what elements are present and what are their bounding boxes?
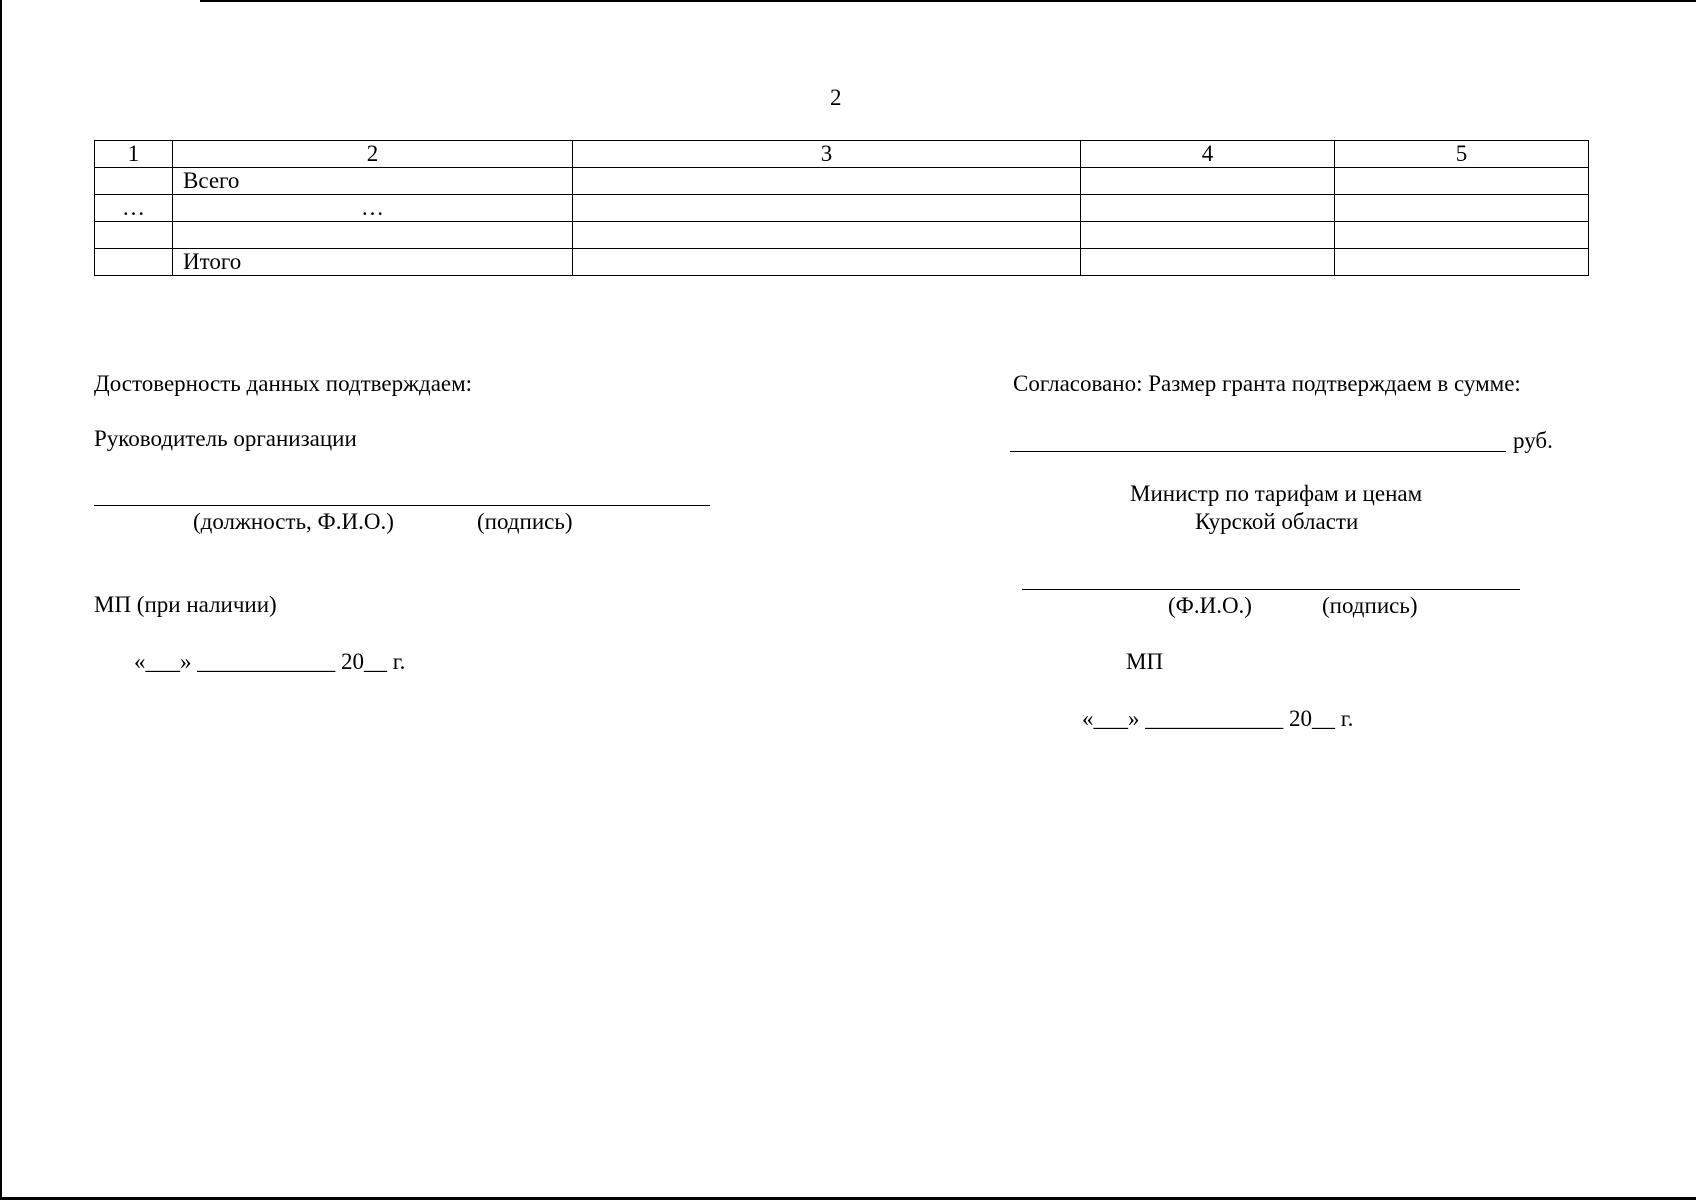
page-top-edge: [200, 0, 1696, 2]
table-cell: [573, 168, 1081, 195]
grant-amount-line: [1010, 451, 1506, 452]
table-header-cell: 3: [573, 141, 1081, 168]
table-row: [95, 195, 1589, 222]
table-cell: [1081, 249, 1335, 276]
table-cell: [1335, 249, 1589, 276]
minister-title-line1: Министр по тарифам и ценам: [1130, 481, 1423, 506]
head-signature-line: [94, 505, 710, 506]
table-header-cell: 1: [95, 141, 173, 168]
stamp-label-left: МП (при наличии): [94, 592, 277, 617]
table-cell: [1081, 222, 1335, 249]
table-header-cell: 5: [1335, 141, 1589, 168]
table-cell: [573, 222, 1081, 249]
grant-agreed-text: Согласовано: Размер гранта подтверждаем в сумме:: [1013, 371, 1521, 396]
head-of-organization-label: Руководитель организации: [94, 426, 357, 451]
table-header-row: [95, 141, 1589, 168]
table-cell: [573, 195, 1081, 222]
minister-signature-line: [1022, 589, 1520, 590]
table-row: [95, 249, 1589, 276]
table-header-cell: 4: [1081, 141, 1335, 168]
table-cell: [173, 222, 573, 249]
table-cell: [573, 249, 1081, 276]
table-cell: Итого: [173, 249, 573, 276]
table-cell: …: [173, 195, 573, 222]
table-cell: [95, 249, 173, 276]
minister-title-line2: Курской области: [1195, 509, 1359, 534]
minister-name-caption: (Ф.И.О.): [1168, 593, 1252, 618]
signature-caption-right: (подпись): [1322, 593, 1418, 618]
table-row: [95, 222, 1589, 249]
page-left-edge: [0, 0, 2, 1200]
currency-label: руб.: [1513, 428, 1553, 453]
page-number: 2: [830, 85, 842, 110]
table-row: [95, 168, 1589, 195]
table-header-cell: 2: [173, 141, 573, 168]
table-cell: Всего: [173, 168, 573, 195]
date-field-left: «___» ____________ 20__ г.: [134, 649, 406, 674]
signature-caption-left: (подпись): [477, 509, 573, 534]
table-cell: [1335, 195, 1589, 222]
table-cell: [95, 168, 173, 195]
table-cell: [1081, 168, 1335, 195]
data-confirmation-text: Достоверность данных подтверждаем:: [94, 371, 473, 396]
table-cell: [1335, 222, 1589, 249]
date-field-right: «___» ____________ 20__ г.: [1082, 706, 1354, 731]
stamp-label-right: МП: [1126, 649, 1164, 674]
table-cell: [1081, 195, 1335, 222]
table-cell: …: [95, 195, 173, 222]
position-name-caption: (должность, Ф.И.О.): [193, 509, 394, 534]
budget-table: [94, 140, 1589, 276]
table-cell: [1335, 168, 1589, 195]
table-cell: [95, 222, 173, 249]
